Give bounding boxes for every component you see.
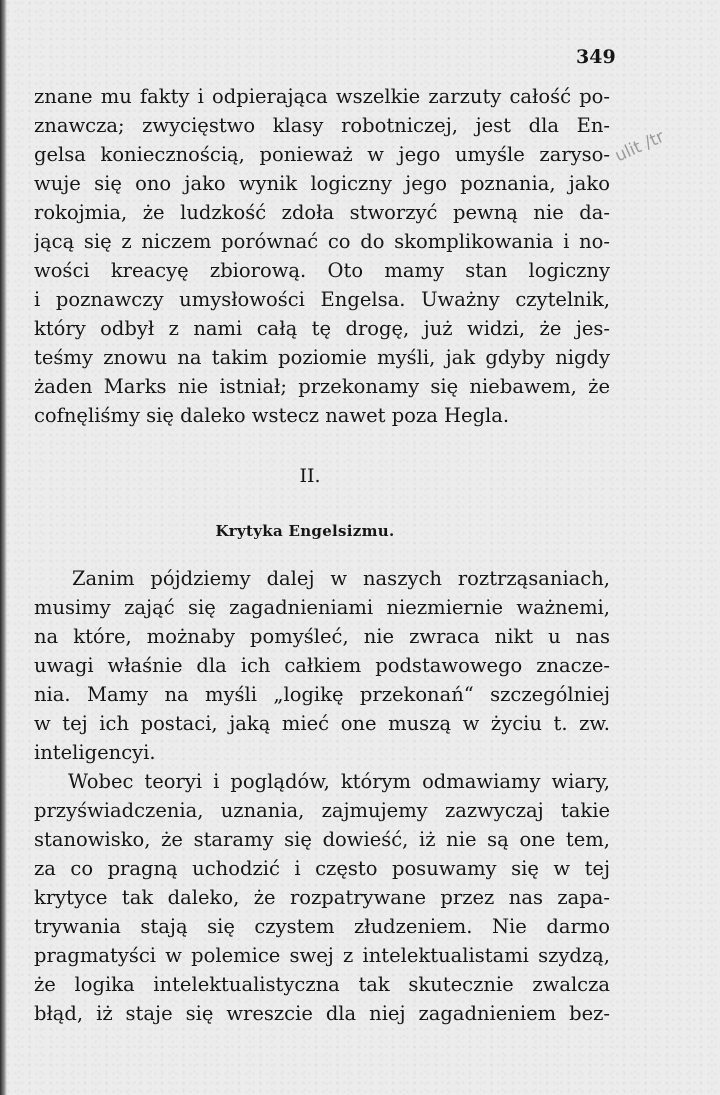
text-line: znawcza; zwycięstwo klasy robotniczej, jest dla En-	[34, 114, 610, 137]
text-line: na które, możnaby pomyśleć, nie zwraca nikt u nas	[34, 625, 610, 648]
text-line: cofnęliśmy się daleko wstecz nawet poza Hegla.	[34, 404, 510, 427]
text-line: w tej ich postaci, jaką mieć one muszą w życiu t. zw.	[34, 712, 610, 735]
text-line: krytyce tak daleko, że rozpatrywane przez nas zapa-	[34, 886, 610, 909]
paragraph-continuation	[34, 82, 610, 430]
text-line: żaden Marks nie istniał; przekonamy się niebawem, że	[34, 375, 610, 398]
text-line: że logika intelektualistyczna tak skutecznie zwalcza	[34, 973, 610, 996]
text-line: przyświadczenia, uznania, zajmujemy zazwyczaj takie	[34, 799, 610, 822]
text-line: błąd, iż staje się wreszcie dla niej zagadnieniem bez-	[34, 1002, 610, 1025]
text-line: pragmatyści w polemice swej z intelektualistami szydzą,	[34, 944, 610, 967]
text-line: Zanim pójdziemy dalej w naszych roztrząsaniach,	[72, 567, 610, 590]
text-line: Wobec teoryi i poglądów, którym odmawiamy wiary,	[68, 770, 610, 793]
text-line: jącą się z niczem porównać co do skomplikowania i no-	[34, 230, 610, 253]
text-line: gelsa koniecznością, ponieważ w jego umyśle zaryso-	[34, 143, 610, 166]
text-line: znane mu fakty i odpierająca wszelkie zarzuty całość po-	[34, 85, 610, 108]
text-line: wości kreacyę zbiorową. Oto mamy stan logiczny	[34, 259, 610, 282]
text-line: rokojmia, że ludzkość zdoła stworzyć pewną nie da-	[34, 201, 610, 224]
text-line: uwagi właśnie dla ich całkiem podstawowego znacze-	[34, 654, 610, 677]
text-line: trywania stają się czystem złudzeniem. Nie darmo	[34, 915, 610, 938]
text-line: za co pragną uchodzić i często posuwamy się w tej	[34, 857, 610, 880]
text-line: inteligencyi.	[34, 741, 156, 764]
text-line: musimy zająć się zagadnieniami niezmiernie ważnemi,	[34, 596, 610, 619]
text-line: wuje się ono jako wynik logiczny jego poznania, jako	[34, 172, 610, 195]
paragraph-body	[34, 564, 610, 1028]
section-number: II.	[299, 465, 321, 487]
text-line: który odbył z nami całą tę drogę, już widzi, że jes-	[34, 317, 610, 340]
text-line: nia. Mamy na myśli „logikę przekonań“ szczególniej	[34, 683, 610, 706]
handwritten-margin-note: ulit /tr	[612, 126, 668, 167]
text-line: stanowisko, że staramy się dowieść, iż nie są one tem,	[34, 828, 610, 851]
text-line: i poznawczy umysłowości Engelsa. Uważny czytelnik,	[34, 288, 610, 311]
binding-shadow	[0, 0, 7, 1095]
text-line: teśmy znowu na takim poziomie myśli, jak gdyby nigdy	[34, 346, 610, 369]
page-number: 349	[576, 46, 616, 68]
section-title: Krytyka Engelsizmu.	[215, 522, 395, 540]
